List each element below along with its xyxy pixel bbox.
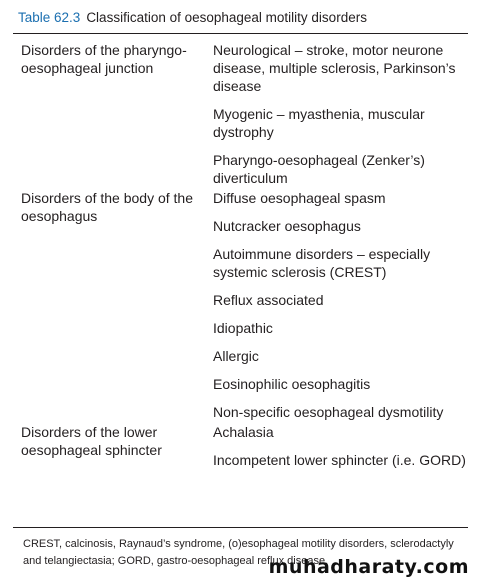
table-title: Classification of oesophageal motility disorders [86,10,367,25]
list-item: Incompetent lower sphincter (i.e. GORD) [213,452,466,468]
list-item: Nutcracker oesophagus [213,218,361,234]
category-oesophageal-body: Disorders of the body of the oesophagus [21,190,193,224]
category-pharyngo-oesophageal: Disorders of the pharyngo-oesophageal junction [21,42,187,76]
list-item: Idiopathic [213,320,273,336]
list-item: Pharyngo-oesophageal (Zenker’s) diverticulum [213,152,425,186]
list-item: Neurological – stroke, motor neurone disease, multiple sclerosis, Parkinson’s disease [213,42,456,94]
item-list [213,41,468,189]
list-item: Diffuse oesophageal spasm [213,190,386,206]
list-item: Eosinophilic oesophagitis [213,376,371,392]
table-caption [18,9,367,27]
item-list [213,189,468,423]
list-item: Achalasia [213,424,274,440]
item-list [213,423,468,469]
table-row [13,423,468,469]
table-number: Table 62.3 [18,10,81,25]
table-row [13,189,468,423]
list-item: Myogenic – myasthenia, muscular dystrophy [213,106,425,140]
category-lower-sphincter: Disorders of the lower oesophageal sphincter [21,424,162,458]
table-footnote: CREST, calcinosis, Raynaud’s syndrome, (o)esophageal motility disorders, sclerodactyly and telangiectasia; GORD, gastro-oesophageal reflux disease. [23,538,454,567]
bottom-rule [13,527,468,528]
classification-table [13,41,468,469]
top-rule [13,33,468,34]
list-item: Non-specific oesophageal dysmotility [213,404,444,420]
watermark: muhadharaty.com [268,556,469,578]
list-item: Autoimmune disorders – especially systemic sclerosis (CREST) [213,246,431,280]
table-row [13,41,468,189]
list-item: Reflux associated [213,292,324,308]
list-item: Allergic [213,348,259,364]
